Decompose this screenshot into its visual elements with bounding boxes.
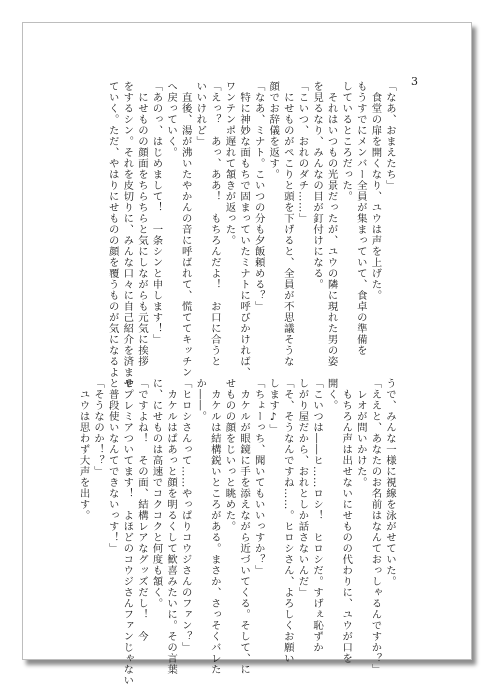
page-number: 3 <box>411 75 418 88</box>
text-line: 顔でお辞儀を返す。 <box>267 81 280 180</box>
text-line: しがり屋だから、おれとしか話さないんだ」 <box>296 378 309 598</box>
text-line: 「ヒロシさんって……やっぱりコウジさんのファン？」 <box>179 378 192 653</box>
text-line: 「ええと、あなたのお名前はなんておっしゃるんですか？」 <box>369 378 382 675</box>
document-page <box>22 22 472 686</box>
text-line: 「こいつ、おれのダチ……」 <box>296 81 309 224</box>
text-line: カケルが眼鏡に手を添えながら近づいてくる。そして、に <box>238 378 251 675</box>
text-line: と普段使いなんてできないっす！」 <box>106 378 119 554</box>
text-line: 「そ、そうなんですね……。ヒロシさん、よろしくお願い <box>281 378 294 664</box>
text-line: 「なあ、ミナト。こいつの分も夕飯頼める？」 <box>252 81 265 312</box>
text-line: へ戻っていく。 <box>165 81 178 158</box>
text-line: にせものの顔面をちらちらと気にしながらも元気に挨拶 <box>135 81 148 367</box>
text-line: をするシン。それを皮切りに、みんな口々に自己紹介を済ませ <box>121 81 134 389</box>
text-line: 「こいつは――ヒ……ロシ！ ヒロシだ。すげぇ恥ずか <box>311 378 324 653</box>
text-line: 特に神妙な面もちで固まっていたミナトに呼びかければ、 <box>238 81 251 378</box>
text-line: 「あのっ、はじめまして！ 一条シンと申します！」 <box>150 81 163 345</box>
text-line: やプレミアついてます！ よほどのコウジさんファンじゃない <box>121 378 134 686</box>
text-line: に、にせものは高速でコクコクと何度も頷く。 <box>150 378 163 609</box>
text-block-bottom <box>76 378 397 686</box>
text-line: もちろん声は出せないにせものの代わりに、ユウが口を <box>340 378 353 664</box>
text-line: を見るなり、みんなの目が釘付けになる。 <box>311 81 324 290</box>
text-line: それはいつもの光景だったが、ユウの隣に現れた男の姿 <box>325 81 338 367</box>
text-line: 直後、湯が沸いたやかんの音に呼ばれて、慌ててキッチン <box>179 81 192 378</box>
text-line: カケルはぱあっと顔を明るくして歓喜みたいに。その言葉 <box>165 378 178 675</box>
text-line: 「そうなのか！？」 <box>92 378 105 477</box>
text-line: しているところだった。 <box>340 81 353 202</box>
text-line: せものの顔をじいっと眺めた。 <box>223 378 236 532</box>
text-line: 「ちょーっち、聞いてもいいっすか？」 <box>252 378 265 576</box>
text-line: にせものがぺこりと頭を下げると、全員が不思議そうな <box>281 81 294 367</box>
text-line: もうすでにメンバー全員が集まっていて、食卓の準備を <box>354 81 367 356</box>
text-line: します♪」 <box>267 378 280 435</box>
text-line: いいけれど」 <box>194 81 207 147</box>
text-line: レオが問いかけた。 <box>354 378 367 488</box>
text-line: か――。 <box>194 378 207 422</box>
text-line: 「えっ？ あっ、ああ！ もちろんだよ！ お口に合うと <box>208 81 221 367</box>
text-line: 開く。 <box>325 378 338 411</box>
text-line: カケルは結構鋭いところがある。まさか、さっそくバレた <box>208 378 221 675</box>
text-line: うで、みんな一様に視線を泳がせていた。 <box>384 378 396 587</box>
text-line: ユウは思わず大声を出す。 <box>77 378 90 521</box>
text-line: ワンテンポ遅れて頷きが返った。 <box>223 81 236 246</box>
text-line: ていく。ただ、やはりにせものの顔を覆うものが気になるよ <box>106 81 119 378</box>
text-line: 「ですよね！ その面、結構レアなグッズだし！ 今 <box>135 378 148 642</box>
text-block-top <box>105 81 397 389</box>
text-line: 食堂の扉を開くなり、ユウは声を上げた。 <box>369 81 382 301</box>
text-line: 「なあ、おまえたち」 <box>384 81 396 191</box>
